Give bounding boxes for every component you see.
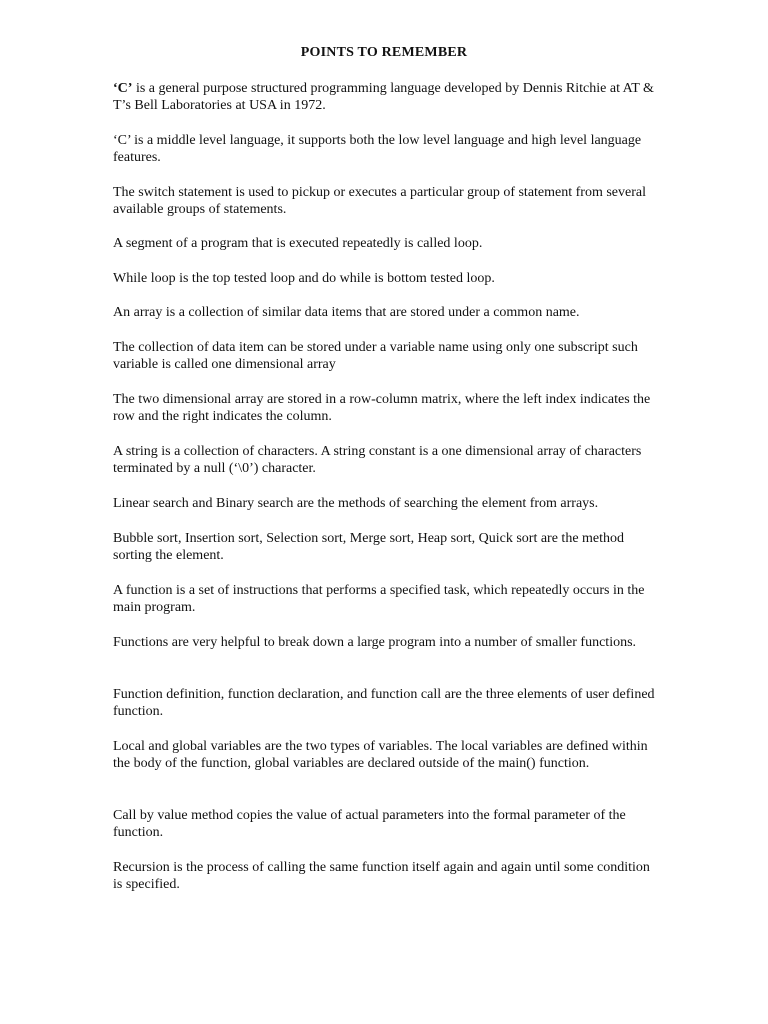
point-11: Bubble sort, Insertion sort, Selection sort, Merge sort, Heap sort, Quick sort are the method sorting the element. — [113, 531, 625, 563]
point-6: An array is a collection of similar data items that are stored under a common name. — [113, 305, 580, 320]
point-8: The two dimensional array are stored in a row-column matrix, where the left index indicates the row and the right indicates the column. — [113, 392, 651, 424]
point-1 — [113, 80, 658, 114]
point-14: Function definition, function declaration, and function call are the three elements of user defined function. — [113, 687, 655, 719]
point-12: A function is a set of instructions that performs a specified task, which repeatedly occurs in the main program. — [113, 583, 645, 615]
point-17: Recursion is the process of calling the same function itself again and again until some condition is specified. — [113, 860, 650, 892]
point-4: A segment of a program that is executed repeatedly is called loop. — [113, 236, 483, 251]
point-15: Local and global variables are the two types of variables. The local variables are defined within the body of the function, global variables are declared outside of the main() function. — [113, 739, 648, 771]
point-16: Call by value method copies the value of actual parameters into the formal parameter of the function. — [113, 808, 626, 840]
point-2: ‘C’ is a middle level language, it supports both the low level language and high level language features. — [113, 133, 642, 165]
point-5: While loop is the top tested loop and do while is bottom tested loop. — [113, 271, 495, 286]
point-9: A string is a collection of characters. A string constant is a one dimensional array of characters terminated by a null (‘\0’) character. — [113, 444, 642, 476]
page-title: POINTS TO REMEMBER — [300, 45, 468, 60]
point-1-lead: ‘C’ — [113, 81, 133, 96]
point-10: Linear search and Binary search are the methods of searching the element from arrays. — [113, 496, 599, 511]
point-1-text: is a general purpose structured programming language developed by Dennis Ritchie at AT & T’s Bell Laboratories at USA in 1972. — [113, 81, 654, 113]
point-13: Functions are very helpful to break down a large program into a number of smaller functions. — [113, 635, 637, 650]
point-7: The collection of data item can be stored under a variable name using only one subscript such variable is called one dimensional array — [113, 340, 638, 372]
point-3: The switch statement is used to pickup or executes a particular group of statement from several available groups of statements. — [113, 185, 646, 217]
